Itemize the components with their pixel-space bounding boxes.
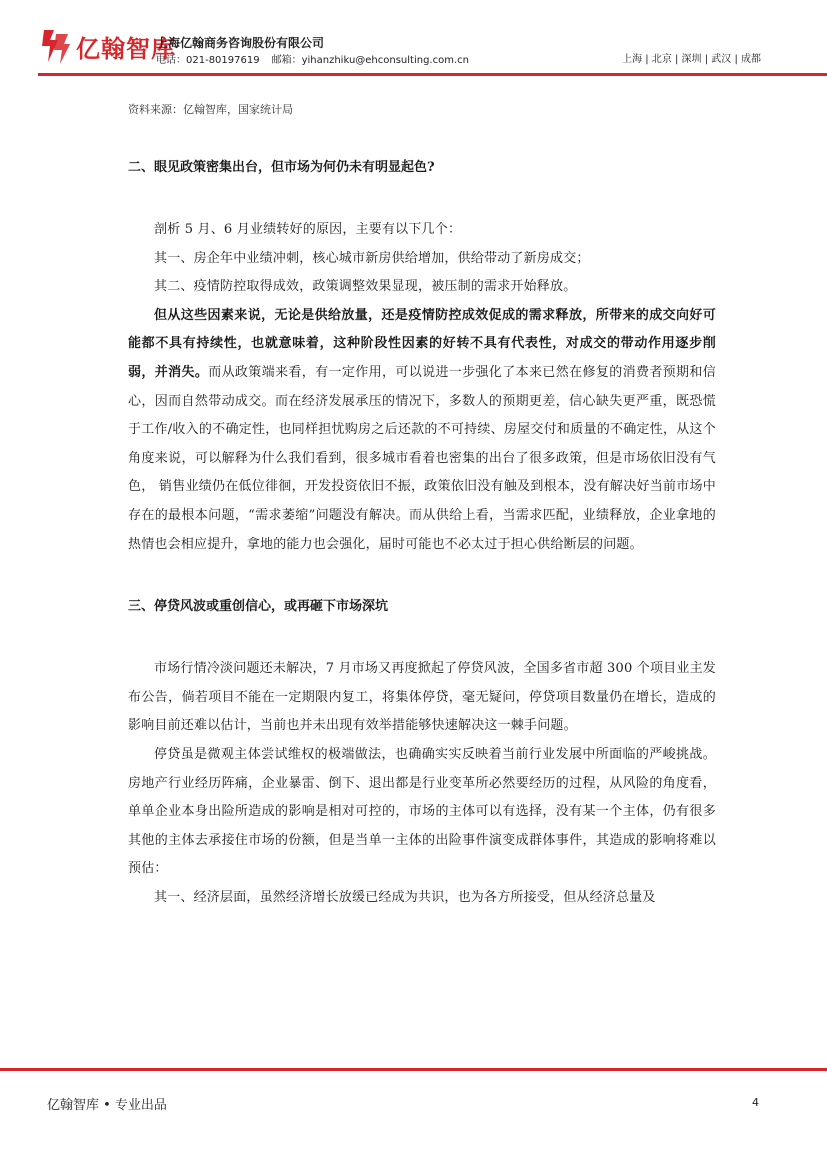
header-divider: [38, 73, 827, 76]
section-2-title: 二、眼见政策密集出台，但市场为何仍未有明显起色?: [128, 160, 435, 175]
footer-brand: 亿翰智库 • 专业出品: [47, 1098, 167, 1113]
paragraph: 其一、房企年中业绩冲刺，核心城市新房供给增加，供给带动了新房成交；: [154, 250, 590, 266]
email-address: 邮箱：yihanzhiku@ehconsulting.com.cn: [271, 55, 469, 66]
section-3-title: 三、停贷风波或重创信心，或再砸下市场深坑: [128, 599, 389, 615]
logo-mark-icon: [38, 26, 72, 66]
paragraph: 其一、经济层面，虽然经济增长放缓已经成为共识，也为各方所接受，但从经济总量及: [154, 889, 656, 905]
office-cities: 上海 | 北京 | 深圳 | 武汉 | 成都: [622, 54, 761, 65]
paragraph-text: 而从政策端来看，有一定作用，可以说进一步强化了本来已然在修复的消费者预期和信心，因而自然带动成交。而在经济发展承压的情况下，多数人的预期更差，信心缺失更严重，既恐慌于工作/收入的不确定性，也同样担忧购房之后还款的不可持续、房屋交付和质量的不确定性，从这个角度来说，可以解释为什么我们看到，很多城市看着也密集的出台了很多政策，但是市场依旧没有气色， 销售业绩仍在低位徘徊，开发投资依旧不振，政策依旧没有触及到根本，没有解决好当前市场中存在的最根本问题，“需求萎缩”问题没有解决。而从供给上看，当需求匹配，业绩释放，企业拿地的热情也会相应提升，拿地的能力也会强化，届时可能也不必太过于担心供给断层的问题。: [128, 364, 716, 552]
paragraph: 剖析 5 月、6 月业绩转好的原因，主要有以下几个：: [154, 222, 462, 237]
contact-info: [156, 51, 469, 66]
page-header: [0, 0, 827, 80]
footer-divider: [0, 1068, 827, 1071]
page-number: 4: [752, 1096, 759, 1109]
company-name: 上海亿翰商务咨询股份有限公司: [156, 36, 325, 50]
emphasis-text: 但从这些因素来说，无论是供给放量，还是疫情防控成效促成的需求释放，所带来的成交向好可能都不具有持续性，也就意味着，这种阶段性因素的好转不具有代表性，对成交的带动作用逐步削弱，并消失。: [128, 307, 716, 380]
phone-number: 电话：021-80197619: [156, 55, 260, 66]
paragraph: [128, 302, 716, 559]
paragraph: 停贷虽是微观主体尝试维权的极端做法，也确确实实反映着当前行业发展中所面临的严峻挑战。房地产行业经历阵痛，企业暴雷、倒下、退出都是行业变革所必然要经历的过程，从风险的角度看，单单企业本身出险所造成的影响是相对可控的，市场的主体可以有选择，没有某一个主体，仍有很多其他的主体去承接住市场的份额，但是当单一主体的出险事件演变成群体事件，其造成的影响将难以预估：: [128, 746, 716, 877]
document-body: [128, 100, 716, 912]
source-note: 资料来源：亿翰智库，国家统计局: [128, 103, 293, 116]
logo-text: 亿翰智库: [76, 34, 176, 63]
paragraph: 其二、疫情防控取得成效，政策调整效果显现，被压制的需求开始释放。: [154, 279, 577, 295]
paragraph: 市场行情冷淡问题还未解决，7 月市场又再度掀起了停贷风波，全国多省市超 300 个项目业主发布公告，倘若项目不能在一定期限内复工，将集体停贷，毫无疑问，停贷项目数量仍在增长，造成的影响目前还难以估计，当前也并未出现有效举措能够快速解决这一棘手问题。: [128, 661, 716, 734]
